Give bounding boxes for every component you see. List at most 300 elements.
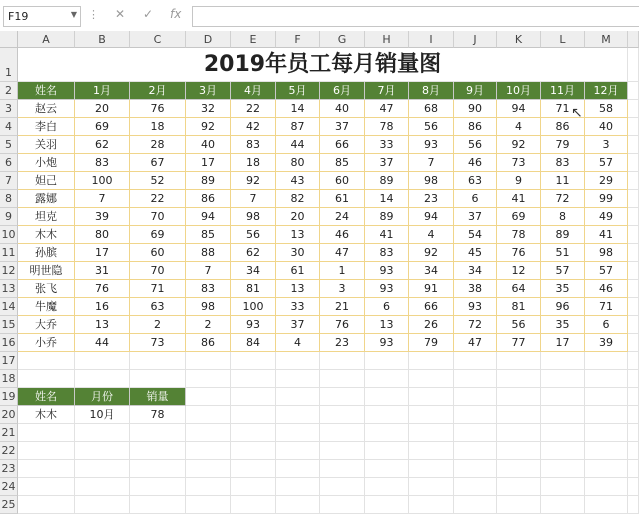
sales-value-cell[interactable]: 56 [454, 136, 497, 154]
sales-value-cell[interactable]: 69 [130, 226, 186, 244]
sales-value-cell[interactable]: 20 [276, 208, 320, 226]
employee-name-cell[interactable]: 关羽 [18, 136, 75, 154]
insert-function-icon[interactable]: fx [170, 7, 182, 21]
row-header-11[interactable]: 11 [0, 244, 18, 262]
sales-value-cell[interactable]: 16 [75, 298, 130, 316]
grid-cell[interactable] [409, 460, 454, 478]
sales-value-cell[interactable]: 80 [75, 226, 130, 244]
sales-value-cell[interactable]: 89 [365, 172, 409, 190]
grid-cell[interactable] [276, 496, 320, 514]
grid-cell[interactable] [585, 478, 628, 496]
sales-value-cell[interactable]: 46 [585, 280, 628, 298]
column-header-k[interactable]: K [497, 31, 541, 48]
row-header-10[interactable]: 10 [0, 226, 18, 244]
row-header-6[interactable]: 6 [0, 154, 18, 172]
row-header-4[interactable]: 4 [0, 118, 18, 136]
sales-value-cell[interactable]: 93 [365, 262, 409, 280]
sales-value-cell[interactable]: 60 [320, 172, 365, 190]
sales-value-cell[interactable]: 7 [231, 190, 276, 208]
grid-cell[interactable] [628, 424, 639, 442]
row-header-22[interactable]: 22 [0, 442, 18, 460]
sales-value-cell[interactable]: 34 [231, 262, 276, 280]
sales-value-cell[interactable]: 6 [585, 316, 628, 334]
row-header-14[interactable]: 14 [0, 298, 18, 316]
grid-cell[interactable] [585, 460, 628, 478]
sales-value-cell[interactable]: 98 [409, 172, 454, 190]
grid-cell[interactable] [231, 370, 276, 388]
row-header-8[interactable]: 8 [0, 190, 18, 208]
sales-value-cell[interactable]: 79 [409, 334, 454, 352]
grid-cell[interactable] [454, 406, 497, 424]
grid-cell[interactable] [454, 460, 497, 478]
sales-value-cell[interactable]: 17 [541, 334, 585, 352]
sales-value-cell[interactable]: 84 [231, 334, 276, 352]
sales-value-cell[interactable]: 69 [497, 208, 541, 226]
sales-value-cell[interactable]: 67 [130, 154, 186, 172]
grid-cell[interactable] [365, 406, 409, 424]
sales-value-cell[interactable]: 37 [320, 118, 365, 136]
row-header-9[interactable]: 9 [0, 208, 18, 226]
grid-cell[interactable] [18, 352, 75, 370]
employee-name-cell[interactable]: 露娜 [18, 190, 75, 208]
sales-value-cell[interactable]: 31 [75, 262, 130, 280]
sales-value-cell[interactable]: 92 [231, 172, 276, 190]
month-header-cell[interactable]: 10月 [497, 82, 541, 100]
sales-value-cell[interactable]: 88 [186, 244, 231, 262]
column-header-d[interactable]: D [186, 31, 231, 48]
grid-cell[interactable] [628, 118, 639, 136]
sales-value-cell[interactable]: 34 [409, 262, 454, 280]
grid-cell[interactable] [628, 172, 639, 190]
month-header-cell[interactable]: 12月 [585, 82, 628, 100]
grid-cell[interactable] [365, 460, 409, 478]
sales-value-cell[interactable]: 99 [585, 190, 628, 208]
sales-value-cell[interactable]: 79 [541, 136, 585, 154]
grid-cell[interactable] [628, 370, 639, 388]
sales-value-cell[interactable]: 94 [497, 100, 541, 118]
sales-value-cell[interactable]: 93 [231, 316, 276, 334]
employee-name-cell[interactable]: 牛魔 [18, 298, 75, 316]
row-header-7[interactable]: 7 [0, 172, 18, 190]
sales-value-cell[interactable]: 83 [541, 154, 585, 172]
sales-value-cell[interactable]: 17 [75, 244, 130, 262]
sales-value-cell[interactable]: 83 [75, 154, 130, 172]
column-header-l[interactable]: L [541, 31, 585, 48]
row-header-15[interactable]: 15 [0, 316, 18, 334]
sales-value-cell[interactable]: 2 [186, 316, 231, 334]
sales-value-cell[interactable]: 76 [130, 100, 186, 118]
sales-value-cell[interactable]: 89 [365, 208, 409, 226]
lookup-header-cell[interactable]: 销量 [130, 388, 186, 406]
grid-cell[interactable] [186, 478, 231, 496]
grid-cell[interactable] [454, 352, 497, 370]
grid-cell[interactable] [186, 388, 231, 406]
grid-cell[interactable] [365, 352, 409, 370]
sales-value-cell[interactable]: 90 [454, 100, 497, 118]
grid-cell[interactable] [409, 496, 454, 514]
sales-value-cell[interactable]: 23 [320, 334, 365, 352]
employee-name-cell[interactable]: 坦克 [18, 208, 75, 226]
month-header-cell[interactable]: 8月 [409, 82, 454, 100]
grid-cell[interactable] [365, 478, 409, 496]
grid-cell[interactable] [276, 478, 320, 496]
grid-cell[interactable] [541, 460, 585, 478]
sales-value-cell[interactable]: 71 [585, 298, 628, 316]
grid-cell[interactable] [541, 352, 585, 370]
row-header-24[interactable]: 24 [0, 478, 18, 496]
sales-value-cell[interactable]: 91 [409, 280, 454, 298]
sales-value-cell[interactable]: 39 [75, 208, 130, 226]
sales-value-cell[interactable]: 54 [454, 226, 497, 244]
sales-value-cell[interactable]: 3 [585, 136, 628, 154]
grid-cell[interactable] [628, 136, 639, 154]
sales-value-cell[interactable]: 66 [409, 298, 454, 316]
sales-value-cell[interactable]: 49 [585, 208, 628, 226]
sales-value-cell[interactable]: 57 [585, 262, 628, 280]
row-header-19[interactable]: 19 [0, 388, 18, 406]
grid-cell[interactable] [365, 388, 409, 406]
employee-name-cell[interactable]: 妲己 [18, 172, 75, 190]
employee-name-cell[interactable]: 明世隐 [18, 262, 75, 280]
sales-value-cell[interactable]: 78 [497, 226, 541, 244]
column-header-a[interactable]: A [18, 31, 75, 48]
sales-value-cell[interactable]: 4 [497, 118, 541, 136]
column-header-m[interactable]: M [585, 31, 628, 48]
sales-value-cell[interactable]: 86 [454, 118, 497, 136]
employee-name-cell[interactable]: 张飞 [18, 280, 75, 298]
sales-value-cell[interactable]: 83 [231, 136, 276, 154]
grid-cell[interactable] [497, 424, 541, 442]
sales-value-cell[interactable]: 47 [365, 100, 409, 118]
sales-value-cell[interactable]: 66 [320, 136, 365, 154]
grid-cell[interactable] [231, 424, 276, 442]
sales-value-cell[interactable]: 57 [585, 154, 628, 172]
sales-value-cell[interactable]: 46 [454, 154, 497, 172]
sales-value-cell[interactable]: 71 [541, 100, 585, 118]
month-header-cell[interactable]: 1月 [75, 82, 130, 100]
sales-value-cell[interactable]: 2 [130, 316, 186, 334]
grid-cell[interactable] [628, 316, 639, 334]
month-header-cell[interactable]: 姓名 [18, 82, 75, 100]
grid-cell[interactable] [628, 334, 639, 352]
grid-cell[interactable] [320, 424, 365, 442]
lookup-value-cell[interactable]: 10月 [75, 406, 130, 424]
grid-cell[interactable] [130, 424, 186, 442]
grid-cell[interactable] [497, 406, 541, 424]
row-header-16[interactable]: 16 [0, 334, 18, 352]
sales-value-cell[interactable]: 63 [454, 172, 497, 190]
row-header-17[interactable]: 17 [0, 352, 18, 370]
sales-value-cell[interactable]: 40 [585, 118, 628, 136]
sales-value-cell[interactable]: 56 [497, 316, 541, 334]
column-header-e[interactable]: E [231, 31, 276, 48]
row-header-23[interactable]: 23 [0, 460, 18, 478]
grid-cell[interactable] [628, 262, 639, 280]
grid-cell[interactable] [541, 424, 585, 442]
sales-value-cell[interactable]: 73 [497, 154, 541, 172]
sales-value-cell[interactable]: 76 [320, 316, 365, 334]
grid-cell[interactable] [628, 244, 639, 262]
employee-name-cell[interactable]: 小乔 [18, 334, 75, 352]
grid-cell[interactable] [628, 82, 639, 100]
grid-cell[interactable] [628, 298, 639, 316]
column-header-g[interactable]: G [320, 31, 365, 48]
sales-value-cell[interactable]: 62 [231, 244, 276, 262]
sales-value-cell[interactable]: 6 [454, 190, 497, 208]
grid-cell[interactable] [231, 478, 276, 496]
grid-cell[interactable] [585, 370, 628, 388]
sales-value-cell[interactable]: 37 [454, 208, 497, 226]
sales-value-cell[interactable]: 86 [541, 118, 585, 136]
grid-cell[interactable] [18, 478, 75, 496]
grid-cell[interactable] [409, 370, 454, 388]
sales-value-cell[interactable]: 76 [75, 280, 130, 298]
sales-value-cell[interactable]: 56 [231, 226, 276, 244]
column-header-j[interactable]: J [454, 31, 497, 48]
sales-value-cell[interactable]: 96 [541, 298, 585, 316]
sales-value-cell[interactable]: 98 [585, 244, 628, 262]
grid-cell[interactable] [276, 406, 320, 424]
sales-value-cell[interactable]: 17 [186, 154, 231, 172]
sales-value-cell[interactable]: 93 [365, 334, 409, 352]
grid-cell[interactable] [585, 406, 628, 424]
sales-value-cell[interactable]: 40 [320, 100, 365, 118]
grid-cell[interactable] [541, 478, 585, 496]
name-box[interactable] [3, 6, 81, 27]
sales-value-cell[interactable]: 77 [497, 334, 541, 352]
sales-value-cell[interactable]: 22 [130, 190, 186, 208]
sales-value-cell[interactable]: 94 [186, 208, 231, 226]
sales-value-cell[interactable]: 100 [231, 298, 276, 316]
sales-value-cell[interactable]: 22 [231, 100, 276, 118]
grid-cell[interactable] [454, 370, 497, 388]
grid-cell[interactable] [186, 370, 231, 388]
sales-value-cell[interactable]: 56 [409, 118, 454, 136]
grid-cell[interactable] [541, 406, 585, 424]
grid-cell[interactable] [497, 352, 541, 370]
grid-cell[interactable] [75, 424, 130, 442]
sales-value-cell[interactable]: 61 [320, 190, 365, 208]
month-header-cell[interactable]: 5月 [276, 82, 320, 100]
grid-cell[interactable] [276, 460, 320, 478]
grid-cell[interactable] [497, 478, 541, 496]
grid-cell[interactable] [18, 424, 75, 442]
grid-cell[interactable] [585, 496, 628, 514]
sales-value-cell[interactable]: 80 [276, 154, 320, 172]
grid-cell[interactable] [186, 352, 231, 370]
column-header-f[interactable]: F [276, 31, 320, 48]
grid-cell[interactable] [628, 48, 639, 82]
grid-cell[interactable] [454, 496, 497, 514]
cancel-icon[interactable]: ✕ [115, 7, 126, 21]
grid-cell[interactable] [628, 406, 639, 424]
row-header-13[interactable]: 13 [0, 280, 18, 298]
sales-value-cell[interactable]: 82 [276, 190, 320, 208]
sales-value-cell[interactable]: 70 [130, 208, 186, 226]
grid-cell[interactable] [130, 496, 186, 514]
sales-value-cell[interactable]: 39 [585, 334, 628, 352]
sales-value-cell[interactable]: 76 [497, 244, 541, 262]
grid-cell[interactable] [276, 388, 320, 406]
lookup-value-cell[interactable]: 木木 [18, 406, 75, 424]
row-header-21[interactable]: 21 [0, 424, 18, 442]
sales-value-cell[interactable]: 3 [320, 280, 365, 298]
sales-value-cell[interactable]: 18 [231, 154, 276, 172]
sales-value-cell[interactable]: 7 [409, 154, 454, 172]
sales-value-cell[interactable]: 83 [365, 244, 409, 262]
sales-value-cell[interactable]: 69 [75, 118, 130, 136]
grid-cell[interactable] [130, 352, 186, 370]
grid-cell[interactable] [497, 370, 541, 388]
grid-cell[interactable] [497, 388, 541, 406]
column-header-i[interactable]: I [409, 31, 454, 48]
column-header-h[interactable]: H [365, 31, 409, 48]
grid-cell[interactable] [130, 370, 186, 388]
grid-cell[interactable] [276, 424, 320, 442]
grid-cell[interactable] [320, 388, 365, 406]
sales-value-cell[interactable]: 71 [130, 280, 186, 298]
sales-value-cell[interactable]: 9 [497, 172, 541, 190]
sales-value-cell[interactable]: 87 [276, 118, 320, 136]
sales-value-cell[interactable]: 61 [276, 262, 320, 280]
lookup-header-cell[interactable]: 姓名 [18, 388, 75, 406]
employee-name-cell[interactable]: 大乔 [18, 316, 75, 334]
grid-cell[interactable] [409, 388, 454, 406]
employee-name-cell[interactable]: 小炮 [18, 154, 75, 172]
formula-input[interactable] [192, 6, 639, 27]
sales-value-cell[interactable]: 57 [541, 262, 585, 280]
grid-cell[interactable] [365, 496, 409, 514]
sales-value-cell[interactable]: 35 [541, 316, 585, 334]
sales-value-cell[interactable]: 20 [75, 100, 130, 118]
sales-value-cell[interactable]: 41 [497, 190, 541, 208]
grid-cell[interactable] [320, 370, 365, 388]
sales-value-cell[interactable]: 18 [130, 118, 186, 136]
sales-value-cell[interactable]: 89 [541, 226, 585, 244]
grid-cell[interactable] [541, 370, 585, 388]
sales-value-cell[interactable]: 41 [585, 226, 628, 244]
grid-cell[interactable] [231, 388, 276, 406]
grid-cell[interactable] [454, 388, 497, 406]
sales-value-cell[interactable]: 24 [320, 208, 365, 226]
grid-cell[interactable] [497, 460, 541, 478]
lookup-header-cell[interactable]: 月份 [75, 388, 130, 406]
sales-value-cell[interactable]: 13 [276, 226, 320, 244]
row-header-25[interactable]: 25 [0, 496, 18, 514]
sales-value-cell[interactable]: 98 [186, 298, 231, 316]
sales-value-cell[interactable]: 13 [276, 280, 320, 298]
sales-value-cell[interactable]: 52 [130, 172, 186, 190]
grid-cell[interactable] [628, 208, 639, 226]
grid-cell[interactable] [186, 424, 231, 442]
sales-value-cell[interactable]: 1 [320, 262, 365, 280]
grid-cell[interactable] [409, 478, 454, 496]
sales-value-cell[interactable]: 45 [454, 244, 497, 262]
sales-value-cell[interactable]: 33 [276, 298, 320, 316]
sales-value-cell[interactable]: 14 [276, 100, 320, 118]
sales-value-cell[interactable]: 85 [320, 154, 365, 172]
sales-value-cell[interactable]: 12 [497, 262, 541, 280]
sales-value-cell[interactable]: 32 [186, 100, 231, 118]
grid-cell[interactable] [497, 496, 541, 514]
month-header-cell[interactable]: 7月 [365, 82, 409, 100]
grid-cell[interactable] [75, 496, 130, 514]
sales-value-cell[interactable]: 73 [130, 334, 186, 352]
sales-value-cell[interactable]: 38 [454, 280, 497, 298]
sales-value-cell[interactable]: 72 [454, 316, 497, 334]
month-header-cell[interactable]: 2月 [130, 82, 186, 100]
sales-value-cell[interactable]: 43 [276, 172, 320, 190]
grid-cell[interactable] [320, 352, 365, 370]
column-header-b[interactable]: B [75, 31, 130, 48]
row-header-1[interactable]: 1 [0, 48, 18, 82]
sales-value-cell[interactable]: 93 [454, 298, 497, 316]
grid-cell[interactable] [18, 460, 75, 478]
sales-value-cell[interactable]: 34 [454, 262, 497, 280]
sales-value-cell[interactable]: 93 [409, 136, 454, 154]
grid-cell[interactable] [409, 352, 454, 370]
sales-value-cell[interactable]: 13 [75, 316, 130, 334]
sales-value-cell[interactable]: 47 [454, 334, 497, 352]
sales-value-cell[interactable]: 6 [365, 298, 409, 316]
sales-value-cell[interactable]: 8 [541, 208, 585, 226]
worksheet-grid[interactable] [0, 31, 639, 511]
employee-name-cell[interactable]: 木木 [18, 226, 75, 244]
grid-cell[interactable] [18, 496, 75, 514]
grid-cell[interactable] [320, 478, 365, 496]
sales-value-cell[interactable]: 70 [130, 262, 186, 280]
chevron-down-icon[interactable]: ▼ [70, 10, 77, 19]
month-header-cell[interactable]: 9月 [454, 82, 497, 100]
sales-value-cell[interactable]: 29 [585, 172, 628, 190]
sales-value-cell[interactable]: 78 [365, 118, 409, 136]
sales-value-cell[interactable]: 4 [409, 226, 454, 244]
grid-cell[interactable] [454, 478, 497, 496]
sales-value-cell[interactable]: 21 [320, 298, 365, 316]
grid-cell[interactable] [320, 406, 365, 424]
sales-value-cell[interactable]: 83 [186, 280, 231, 298]
sales-value-cell[interactable]: 86 [186, 190, 231, 208]
grid-cell[interactable] [276, 352, 320, 370]
grid-cell[interactable] [409, 424, 454, 442]
sales-value-cell[interactable]: 11 [541, 172, 585, 190]
grid-cell[interactable] [231, 460, 276, 478]
sales-value-cell[interactable]: 44 [276, 136, 320, 154]
sales-value-cell[interactable]: 92 [497, 136, 541, 154]
grid-cell[interactable] [541, 496, 585, 514]
sales-value-cell[interactable]: 92 [409, 244, 454, 262]
sales-value-cell[interactable]: 47 [320, 244, 365, 262]
sales-value-cell[interactable]: 63 [130, 298, 186, 316]
employee-name-cell[interactable]: 孙膑 [18, 244, 75, 262]
sales-value-cell[interactable]: 13 [365, 316, 409, 334]
sales-value-cell[interactable]: 7 [186, 262, 231, 280]
grid-cell[interactable] [628, 280, 639, 298]
row-header-20[interactable]: 20 [0, 406, 18, 424]
sales-value-cell[interactable]: 44 [75, 334, 130, 352]
grid-cell[interactable] [628, 154, 639, 172]
sales-value-cell[interactable]: 28 [130, 136, 186, 154]
grid-cell[interactable] [628, 352, 639, 370]
grid-cell[interactable] [628, 100, 639, 118]
sales-value-cell[interactable]: 23 [409, 190, 454, 208]
row-header-12[interactable]: 12 [0, 262, 18, 280]
sales-value-cell[interactable]: 93 [365, 280, 409, 298]
grid-cell[interactable] [454, 424, 497, 442]
sales-value-cell[interactable]: 42 [231, 118, 276, 136]
sales-value-cell[interactable]: 51 [541, 244, 585, 262]
lookup-value-cell[interactable]: 78 [130, 406, 186, 424]
